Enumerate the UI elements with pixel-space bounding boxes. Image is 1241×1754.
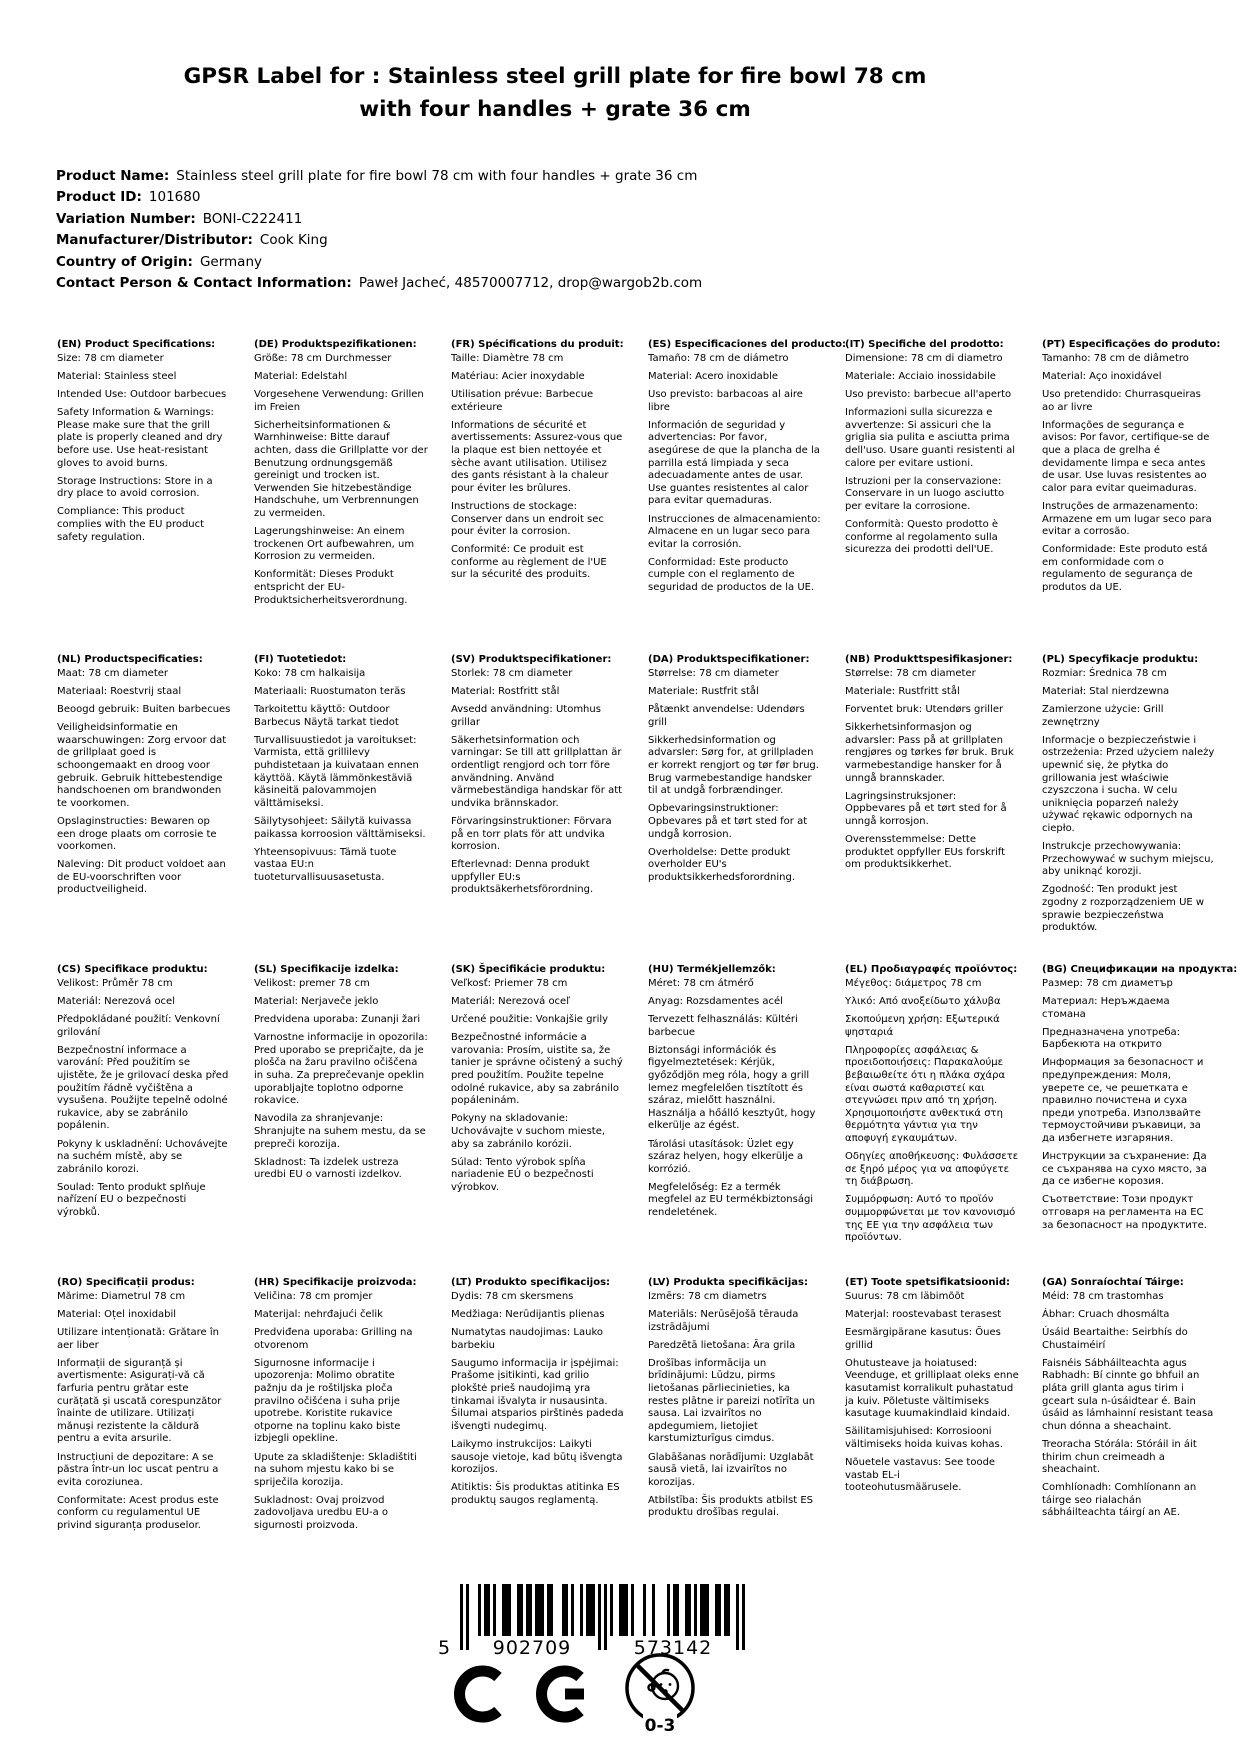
spec-paragraph: Informații de siguranță și avertismente: Asigurați-vă că farfuria pentru grătar este curățată și uscată corespunzător înainte de utilizare. Utilizați mănuși rezistente la căldură pentru a evita arsurile. xyxy=(57,1357,222,1445)
lang-block-de xyxy=(254,338,428,613)
spec-block-header: (LT) Produkto specifikacijos: xyxy=(451,1277,611,1288)
spec-block-body xyxy=(451,668,625,897)
spec-paragraph: Materiaal: Roestvrij staal xyxy=(57,686,182,698)
spec-paragraph: Predviđena uporaba: Grilling na otvorenom xyxy=(254,1327,413,1351)
spec-paragraph: Conformité: Ce produit est conforme au règlement de l'UE sur la sécurité des produits. xyxy=(451,544,607,581)
lang-block-ro xyxy=(57,1276,231,1538)
spec-paragraph: Compliance: This product complies with the EU product safety regulation. xyxy=(57,506,205,543)
spec-paragraph: Bezpečnostné informácie a varovania: Prosím, uistite sa, že tanier je správne očistený a suchý pred použitím. Použite tepelne odolné rukavice, aby sa zabránilo popáleninám. xyxy=(451,1032,623,1107)
spec-block-header: (GA) Sonraíochtaí Táirge: xyxy=(1042,1277,1184,1288)
spec-paragraph: Material: Stainless steel xyxy=(57,371,177,383)
spec-block-body xyxy=(57,1291,231,1533)
spec-paragraph: Tárolási utasítások: Üzlet egy száraz helyen, hogy elkerülje a korrózió. xyxy=(648,1138,804,1175)
lang-block-nb xyxy=(845,653,1019,877)
lang-block-bg xyxy=(1042,963,1238,1238)
lang-block-cs xyxy=(57,963,231,1225)
spec-block-body xyxy=(1042,978,1216,1232)
spec-paragraph: Určené použitie: Vonkajšie grily xyxy=(451,1014,609,1026)
spec-paragraph: Instrucțiuni de depozitare: A se păstra într-un loc uscat pentru a evita coroziunea. xyxy=(57,1451,219,1488)
spec-paragraph: Méret: 78 cm átmérő xyxy=(648,978,754,989)
product-name-row xyxy=(56,166,702,187)
spec-paragraph: Opbevaringsinstruktioner: Opbevares på et tørt sted for at undgå korrosion. xyxy=(648,803,808,840)
spec-paragraph: Předpokládané použití: Venkovní grilování xyxy=(57,1014,220,1038)
spec-paragraph: Συμμόρφωση: Αυτό το προϊόν συμμορφώνεται με τον κανονισμό της ΕΕ για την ασφάλεια των προϊόντων. xyxy=(845,1194,1016,1244)
manufacturer-label: Manufacturer/Distributor: xyxy=(56,232,253,249)
spec-paragraph: Size: 78 cm diameter xyxy=(57,353,164,364)
spec-paragraph: Πληροφορίες ασφάλειας & προειδοποιήσεις: Παρακαλούμε βεβαιωθείτε ότι η πλάκα σχάρα είναι σωστά καθαριστεί και στεγνώσει πριν από τη χρήση. Χρησιμοποιήστε ανθεκτικά στη θερμότητα γάντια για την αποφυγή εγκαυμάτων. xyxy=(845,1044,1006,1145)
spec-paragraph: Sikkerhetsinformasjon og advarsler: Pass på at grillplaten rengjøres og tørkes før bruk. Bruk varmebestandige hansker for å unngå brannskader. xyxy=(845,722,1014,784)
prohibition-slash xyxy=(637,1665,683,1711)
spec-block-body xyxy=(254,1291,428,1533)
spec-paragraph: Lagerungshinweise: An einem trockenen Ort aufbewahren, um Korrosion zu vermeiden. xyxy=(254,526,415,563)
spec-block-body xyxy=(254,353,428,607)
lang-block-it xyxy=(845,338,1019,562)
barcode-digit-prefix: 5 xyxy=(437,1637,451,1659)
spec-block-header: (FR) Spécifications du produit: xyxy=(451,339,624,350)
spec-paragraph: Istruzioni per la conservazione: Conservare in un luogo asciutto per evitare la corrosione. xyxy=(845,475,1005,512)
spec-block-header: (PT) Especificações do produto: xyxy=(1042,339,1221,350)
spec-paragraph: Drošības informācija un brīdinājumi: Lūdzu, pirms lietošanas pārliecinieties, ka restes plātne ir pareizi notīrīta un sausa. Lai izvairītos no apdegumiem, lietojiet karstumizturīgus cimdus. xyxy=(648,1357,816,1445)
spec-block-header: (BG) Спецификации на продукта: xyxy=(1042,964,1238,975)
spec-paragraph: Biztonsági információk és figyelmeztetések: Kérjük, győződjön meg róla, hogy a grill lemez megfelelően tisztított és száraz, mielőtt használni. Használja a hőálló kesztyűt, hogy elkerülje az égést. xyxy=(648,1044,816,1132)
spec-paragraph: Utilisation prévue: Barbecue extérieure xyxy=(451,389,594,413)
spec-paragraph: Forventet bruk: Utendørs griller xyxy=(845,704,1004,716)
spec-block-body xyxy=(57,353,231,544)
spec-paragraph: Predvidena uporaba: Zunanji žari xyxy=(254,1014,421,1026)
spec-paragraph: Pokyny k uskladnění: Uchovávejte na suchém místě, aby se zabránilo korozi. xyxy=(57,1138,228,1175)
product-name-value: Stainless steel grill plate for fire bowl 78 cm with four handles + grate 36 cm xyxy=(176,168,698,184)
spec-paragraph: Instrucciones de almacenamiento: Almacene en un lugar seco para evitar la corrosión. xyxy=(648,513,821,550)
spec-paragraph: Materijal: nehrđajući čelik xyxy=(254,1309,383,1321)
lang-block-sl xyxy=(254,963,428,1187)
spec-paragraph: Mărime: Diametrul 78 cm xyxy=(57,1291,186,1302)
spec-paragraph: Material: Edelstahl xyxy=(254,371,348,383)
spec-paragraph: Varnostne informacije in opozorila: Pred uporabo se prepričajte, da je plošča na žaru pravilno očiščena in suha. Za preprečevanje opeklin uporabljajte toplotno odporne rokavice. xyxy=(254,1032,428,1107)
spec-block-body xyxy=(845,978,1019,1245)
spec-paragraph: Material: Acero inoxidable xyxy=(648,371,779,383)
baby-face-icon xyxy=(649,1670,679,1699)
ce-mark-icon xyxy=(450,1663,610,1729)
spec-block-header: (SK) Špecifikácie produktu: xyxy=(451,964,606,975)
spec-paragraph: Μέγεθος: διάμετρος 78 cm xyxy=(845,978,982,989)
spec-block-header: (HR) Specifikacije proizvoda: xyxy=(254,1277,417,1288)
spec-paragraph: Koko: 78 cm halkaisija xyxy=(254,668,366,679)
spec-paragraph: Paredzētā lietošana: Āra grila xyxy=(648,1339,796,1351)
spec-paragraph: Turvallisuustiedot ja varoitukset: Varmista, että grillilevy puhdistetaan ja kuivataan ennen käyttöä. Käytä lämmönkestäviä käsineitä palovammojen välttämiseksi. xyxy=(254,734,419,809)
lang-block-hu xyxy=(648,963,822,1225)
spec-paragraph: Uso pretendido: Churrasqueiras ao ar livre xyxy=(1042,389,1201,413)
spec-paragraph: Atbilstība: Šis produkts atbilst ES produktu drošības regulai. xyxy=(648,1494,814,1519)
spec-paragraph: Anyag: Rozsdamentes acél xyxy=(648,996,783,1008)
lang-block-lt xyxy=(451,1276,625,1513)
spec-paragraph: Påtænkt anvendelse: Udendørs grill xyxy=(648,704,805,728)
spec-paragraph: Säilytysohjeet: Säilytä kuivassa paikassa korroosion välttämiseksi. xyxy=(254,815,426,840)
spec-paragraph: Materiál: Nerezová ocel xyxy=(57,996,175,1008)
product-id-row xyxy=(56,187,702,208)
spec-block-body xyxy=(648,668,822,884)
spec-paragraph: Intended Use: Outdoor barbecues xyxy=(57,389,227,401)
country-of-origin-value: Germany xyxy=(199,253,262,270)
age-warning-icon xyxy=(620,1650,700,1746)
spec-block-header: (IT) Specifiche del prodotto: xyxy=(845,339,1004,350)
spec-paragraph: Conformità: Questo prodotto è conforme al regolamento sulla sicurezza dei prodotti dell'UE. xyxy=(845,519,999,556)
spec-paragraph: Størrelse: 78 cm diameter xyxy=(648,668,779,679)
spec-block-header: (ES) Especificaciones del producto: xyxy=(648,339,847,350)
title-line-1: GPSR Label for : Stainless steel grill plate for fire bowl 78 cm xyxy=(183,64,927,90)
spec-paragraph: Súlad: Tento výrobok spĺňa nariadenie EÚ o bezpečnosti výrobkov. xyxy=(451,1156,594,1193)
spec-paragraph: Veiligheidsinformatie en waarschuwingen: Zorg ervoor dat de grillplaat goed is schoongemaakt en droog voor gebruik. Gebruik hittebestendige handschoenen om brandwonden te voorkomen. xyxy=(57,722,227,809)
spec-paragraph: Naleving: Dit product voldoet aan de EU-voorschriften voor productveiligheid. xyxy=(57,859,226,896)
spec-block-body xyxy=(1042,1291,1216,1520)
spec-block-body xyxy=(254,978,428,1182)
spec-paragraph: Dydis: 78 cm skersmens xyxy=(451,1291,574,1302)
spec-paragraph: Instrukcje przechowywania: Przechowywać w suchym miejscu, aby uniknąć korozji. xyxy=(1042,841,1214,878)
lang-block-fr xyxy=(451,338,625,588)
manufacturer-value: Cook King xyxy=(259,232,328,249)
spec-paragraph: Material: Oțel inoxidabil xyxy=(57,1309,177,1321)
spec-paragraph: Conformidade: Este produto está em conformidade com o regulamento de segurança de produtos da UE. xyxy=(1042,544,1208,593)
spec-paragraph: Storage Instructions: Store in a dry place to avoid corrosion. xyxy=(57,475,213,500)
variation-number-value: BONI-C222411 xyxy=(202,210,303,227)
spec-block-header: (CS) Specifikace produktu: xyxy=(57,964,208,975)
spec-block-body xyxy=(57,668,231,897)
spec-paragraph: Информация за безопасност и предупреждения: Моля, уверете се, че решетката е правилно почистена и суха преди употреба. Използвайте термоустойчиви ръкавици, за да избегнете изгаряния. xyxy=(1042,1057,1204,1145)
spec-paragraph: Säkerhetsinformation och varningar: Se till att grillplattan är ordentligt rengjord och torr före användning. Använd värmebeständiga handskar för att undvika brännskador. xyxy=(451,734,623,809)
spec-block-body xyxy=(845,668,1019,872)
spec-block-header: (ET) Toote spetsifikatsioonid: xyxy=(845,1277,1011,1288)
spec-block-body xyxy=(254,668,428,884)
spec-paragraph: Taille: Diamètre 78 cm xyxy=(451,353,564,364)
spec-paragraph: Opslaginstructies: Bewaren op een droge plaats om corrosie te voorkomen. xyxy=(57,815,217,853)
spec-paragraph: Velikost: Průměr 78 cm xyxy=(57,978,173,989)
age-warning-label: 0-3 xyxy=(644,1716,676,1736)
spec-paragraph: Overholdelse: Dette produkt overholder EU's produktsikkerhedsforordning. xyxy=(648,846,796,883)
spec-paragraph: Størrelse: 78 cm diameter xyxy=(845,668,976,679)
spec-paragraph: Dimensione: 78 cm di diametro xyxy=(845,353,1003,364)
contact-value: Paweł Jacheć, 48570007712, drop@wargob2b.com xyxy=(358,275,703,292)
lang-block-nl xyxy=(57,653,231,903)
spec-block-body xyxy=(648,978,822,1220)
spec-paragraph: Instructions de stockage: Conserver dans un endroit sec pour éviter la corrosion. xyxy=(451,500,604,538)
barcode-digits-left: 902709 xyxy=(492,1637,572,1659)
spec-paragraph: Uso previsto: barbacoas al aire libre xyxy=(648,389,803,413)
spec-block-header: (EL) Προδιαγραφές προϊόντος: xyxy=(845,964,1018,975)
spec-block-header: (LV) Produkta specifikācijas: xyxy=(648,1277,808,1288)
spec-block-body xyxy=(1042,353,1216,595)
spec-block-header: (FI) Tuotetiedot: xyxy=(254,654,347,665)
lang-block-sk xyxy=(451,963,625,1200)
lang-block-pt xyxy=(1042,338,1221,600)
spec-paragraph: Vorgesehene Verwendung: Grillen im Freien xyxy=(254,389,424,413)
spec-paragraph: Conformitate: Acest produs este conform cu regulamentul UE privind siguranța produselor. xyxy=(57,1494,219,1531)
spec-paragraph: Suurus: 78 cm läbimõõt xyxy=(845,1291,965,1302)
spec-paragraph: Informazioni sulla sicurezza e avvertenze: Si assicuri che la griglia sia pulita e asciutta prima dell'uso. Usare guanti resistenti al calore per evitare ustioni. xyxy=(845,407,1015,469)
spec-block-header: (EN) Product Specifications: xyxy=(57,339,216,350)
spec-block-header: (RO) Specificații produs: xyxy=(57,1277,195,1288)
spec-paragraph: Información de seguridad y advertencias: Por favor, asegúrese de que la plancha de la parrilla está limpiada y seca adecuadamente antes de usar. Use guantes resistentes al calor para evitar quemaduras. xyxy=(648,419,820,507)
spec-paragraph: Velikost: premer 78 cm xyxy=(254,978,370,989)
spec-paragraph: Tamanho: 78 cm de diâmetro xyxy=(1042,353,1189,364)
page-title xyxy=(0,60,1110,126)
spec-paragraph: Materiāls: Nerūsējošā tērauda izstrādājumi xyxy=(648,1309,799,1333)
spec-paragraph: Material: Nerjaveče jeklo xyxy=(254,996,379,1008)
spec-paragraph: Materiale: Rustfritt stål xyxy=(845,686,960,698)
spec-paragraph: Skladnost: Ta izdelek ustreza uredbi EU o varnosti izdelkov. xyxy=(254,1156,402,1181)
spec-paragraph: Matériau: Acier inoxydable xyxy=(451,371,585,383)
product-id-value: 101680 xyxy=(148,189,201,206)
spec-paragraph: Beoogd gebruik: Buiten barbecues xyxy=(57,704,231,716)
spec-paragraph: Материал: Неръждаема стомана xyxy=(1042,996,1170,1020)
spec-paragraph: Lagringsinstruksjoner: Oppbevares på et tørt sted for å unngå korrosjon. xyxy=(845,790,1007,827)
spec-paragraph: Materjal: roostevabast terasest xyxy=(845,1309,1002,1321)
spec-paragraph: Konformität: Dieses Produkt entspricht der EU-Produktsicherheitsverordnung. xyxy=(254,569,408,606)
spec-paragraph: Zamierzone użycie: Grill zewnętrzny xyxy=(1042,704,1164,728)
spec-paragraph: Zgodność: Ten produkt jest zgodny z rozporządzeniem UE w sprawie bezpieczeństwa produktów. xyxy=(1042,884,1205,934)
spec-block-body xyxy=(845,353,1019,557)
spec-paragraph: Οδηγίες αποθήκευσης: Φυλάσσετε σε ξηρό μέρος για να αποφύγετε τη διάβρωση. xyxy=(845,1151,1019,1188)
spec-paragraph: Säilitamisjuhised: Korrosiooni vältimiseks hoida kuivas kohas. xyxy=(845,1426,1003,1450)
contact-label: Contact Person & Contact Information: xyxy=(56,275,352,292)
spec-paragraph: Úsáid Beartaithe: Seirbhís do Chustaiméirí xyxy=(1042,1327,1188,1351)
product-id-label: Product ID: xyxy=(56,189,142,206)
spec-paragraph: Maat: 78 cm diameter xyxy=(57,668,169,679)
lang-block-pl xyxy=(1042,653,1216,940)
spec-block-body xyxy=(845,1291,1019,1495)
spec-paragraph: Informacje o bezpieczeństwie i ostrzeżenia: Przed użyciem należy upewnić się, że płytka do grillowania jest właściwie czyszczona i sucha. W celu uniknięcia poparzeń należy używać rękawic odpornych na ciepło. xyxy=(1042,734,1215,835)
spec-paragraph: Safety Information & Warnings: Please make sure that the grill plate is properly cleaned and dry before use. Use heat-resistant gloves to avoid burns. xyxy=(57,407,223,469)
spec-paragraph: Σκοπούμενη χρήση: Εξωτερικά ψησταριά xyxy=(845,1014,1000,1038)
spec-paragraph: Förvaringsinstruktioner: Förvara på en torr plats för att undvika korrosion. xyxy=(451,815,612,853)
spec-paragraph: Upute za skladištenje: Skladištiti na suhom mjestu kako bi se spriječila korozija. xyxy=(254,1451,417,1488)
spec-paragraph: Materiál: Nerezová oceľ xyxy=(451,996,570,1008)
spec-paragraph: Faisnéis Sábháilteachta agus Rabhadh: Bí cinnte go bhfuil an pláta grill glanta agus tirim i gceart sula n-úsáidtear é. Bain úsáid as lámhainní resistant teasa chun dónna a sheachaint. xyxy=(1042,1357,1214,1432)
spec-paragraph: Material: Aço inoxidável xyxy=(1042,371,1162,383)
spec-paragraph: Υλικό: Από ανοξείδωτο χάλυβα xyxy=(845,996,1001,1008)
contact-row xyxy=(56,273,702,294)
spec-paragraph: Atitiktis: Šis produktas atitinka ES produktų saugos reglamentą. xyxy=(451,1482,620,1506)
spec-paragraph: Yhteensopivuus: Tämä tuote vastaa EU:n tuoteturvallisuusasetusta. xyxy=(254,846,397,883)
product-name-label: Product Name: xyxy=(56,168,170,184)
barcode-digits-right: 573142 xyxy=(633,1637,713,1659)
spec-paragraph: Informações de segurança e avisos: Por favor, certifique-se de que a placa de grelha é devidamente limpa e seca antes de usar. Use luvas resistentes ao calor para evitar queimaduras. xyxy=(1042,419,1210,494)
lang-block-ga xyxy=(1042,1276,1216,1526)
spec-paragraph: Materiaali: Ruostumaton teräs xyxy=(254,686,406,698)
spec-block-body xyxy=(1042,668,1216,935)
spec-paragraph: Tamaño: 78 cm de diámetro xyxy=(648,353,789,364)
lang-block-sv xyxy=(451,653,625,903)
spec-paragraph: Sukladnost: Ovaj proizvod zadovoljava uredbu EU-a o sigurnosti proizvoda. xyxy=(254,1494,389,1531)
country-of-origin-label: Country of Origin: xyxy=(56,253,193,270)
spec-paragraph: Megfelelőség: Ez a termék megfelel az EU termékbiztonsági rendeletének. xyxy=(648,1181,814,1218)
spec-block-header: (HU) Termékjellemzők: xyxy=(648,964,776,975)
spec-paragraph: Ábhar: Cruach dhosmálta xyxy=(1042,1309,1170,1321)
spec-paragraph: Nõuetele vastavus: See toode vastab EL-i tooteohutusmäärusele. xyxy=(845,1457,996,1494)
spec-paragraph: Laikymo instrukcijos: Laikyti sausoje vietoje, kad būtų išvengta korozijos. xyxy=(451,1438,623,1476)
spec-paragraph: Efterlevnad: Denna produkt uppfyller EU:s produktsäkerhetsförordning. xyxy=(451,859,594,896)
spec-paragraph: Numatytas naudojimas: Lauko barbekiu xyxy=(451,1327,604,1351)
lang-block-es xyxy=(648,338,847,600)
lang-block-fi xyxy=(254,653,428,890)
spec-paragraph: Materiale: Acciaio inossidabile xyxy=(845,371,996,383)
spec-paragraph: Glabāšanas norādījumi: Uzglabāt sausā vietā, lai izvairītos no korozijas. xyxy=(648,1451,814,1488)
spec-paragraph: Material: Rostfritt stål xyxy=(451,686,560,698)
spec-block-header: (SV) Produktspecifikationer: xyxy=(451,654,612,665)
spec-paragraph: Größe: 78 cm Durchmesser xyxy=(254,353,392,364)
manufacturer-row xyxy=(56,230,702,251)
spec-paragraph: Bezpečnostní informace a varování: Před použitím se ujistěte, že je grilovací deska před použitím řádně vyčištěna a vysušena. Použijte tepelně odolné rukavice, aby se zabránilo popálenin. xyxy=(57,1044,229,1132)
spec-paragraph: Utilizare intenționată: Grătare în aer liber xyxy=(57,1327,219,1351)
ce-letter-c xyxy=(460,1671,498,1717)
spec-paragraph: Tervezett felhasználás: Kültéri barbecue xyxy=(648,1014,798,1038)
spec-paragraph: Tarkoitettu käyttö: Outdoor Barbecus Näytä tarkat tiedot xyxy=(254,704,399,728)
lang-block-el xyxy=(845,963,1019,1250)
spec-paragraph: Veličina: 78 cm promjer xyxy=(254,1291,373,1302)
spec-paragraph: Materiał: Stal nierdzewna xyxy=(1042,686,1170,698)
spec-block-header: (SL) Specifikacije izdelka: xyxy=(254,964,399,975)
spec-paragraph: Comhlíonadh: Comhlíonann an táirge seo rialachán sábháilteachta táirgí an AE. xyxy=(1042,1482,1197,1519)
spec-paragraph: Treoracha Stórála: Stóráil in áit thirim chun creimeadh a sheachaint. xyxy=(1042,1438,1197,1476)
spec-paragraph: Съответствие: Този продукт отговаря на регламента на ЕС за безопасност на продуктите. xyxy=(1042,1194,1207,1231)
spec-paragraph: Soulad: Tento produkt splňuje nařízení EU o bezpečnosti výrobků. xyxy=(57,1181,206,1218)
spec-block-header: (DE) Produktspezifikationen: xyxy=(254,339,417,350)
spec-block-body xyxy=(451,353,625,582)
spec-block-body xyxy=(648,353,822,595)
spec-paragraph: Medžiaga: Nerūdijantis plienas xyxy=(451,1309,605,1321)
spec-paragraph: Méid: 78 cm trastomhas xyxy=(1042,1291,1164,1302)
spec-paragraph: Materiale: Rustfrit stål xyxy=(648,686,759,698)
spec-block-header: (NL) Productspecificaties: xyxy=(57,654,203,665)
spec-paragraph: Предназначена употреба: Барбекюта на открито xyxy=(1042,1026,1181,1051)
ean13-barcode xyxy=(430,1582,760,1664)
title-line-2: with four handles + grate 36 cm xyxy=(359,97,751,123)
spec-block-header: (DA) Produktspecifikationer: xyxy=(648,654,810,665)
spec-paragraph: Инструкции за съхранение: Да се съхранява на сухо място, за да се избегне корозия. xyxy=(1042,1151,1207,1188)
spec-paragraph: Eesmärgipärane kasutus: Õues grillid xyxy=(845,1327,1001,1351)
spec-block-body xyxy=(451,1291,625,1507)
spec-paragraph: Pokyny na skladovanie: Uchovávajte v suchom mieste, aby sa zabránilo korózii. xyxy=(451,1113,606,1150)
spec-paragraph: Instruções de armazenamento: Armazene em um lugar seco para evitar a corrosão. xyxy=(1042,500,1212,538)
spec-block-header: (NB) Produkttspesifikasjoner: xyxy=(845,654,1013,665)
spec-paragraph: Storlek: 78 cm diameter xyxy=(451,668,573,679)
spec-paragraph: Sikkerhedsinformation og advarsler: Sørg for, at grillpladen er korrekt rengjort og tør før brug. Brug varmebestandige handsker til at undgå forbrændinger. xyxy=(648,734,819,797)
spec-paragraph: Saugumo informacija ir įspėjimai: Prašome įsitikinti, kad grilio plokštė prieš naudojimą yra tinkamai išvalyta ir nusausinta. Šilumai atsparios pirštinės padeda išvengti nudegimų. xyxy=(451,1357,624,1432)
language-grid xyxy=(57,338,1239,1538)
spec-block-header: (PL) Specyfikacje produktu: xyxy=(1042,654,1199,665)
spec-paragraph: Sicherheitsinformationen & Warnhinweise: Bitte darauf achten, dass die Grillplatte vor der Benutzung ordnungsgemäß gereinigt und trocken ist. Verwenden Sie hitzebeständige Handschuhe, um Verbrennungen zu vermeiden. xyxy=(254,419,428,520)
spec-paragraph: Overensstemmelse: Dette produktet oppfyller EUs forskrift om produktsikkerhet. xyxy=(845,834,1006,871)
lang-block-hr xyxy=(254,1276,428,1538)
spec-paragraph: Uso previsto: barbecue all'aperto xyxy=(845,389,1012,401)
lang-block-en xyxy=(57,338,231,550)
spec-paragraph: Rozmiar: Średnica 78 cm xyxy=(1042,668,1167,679)
spec-paragraph: Conformidad: Este producto cumple con el reglamento de seguridad de productos de la UE. xyxy=(648,556,815,593)
spec-paragraph: Izmērs: 78 cm diametrs xyxy=(648,1291,767,1302)
spec-paragraph: Veľkosť: Priemer 78 cm xyxy=(451,978,568,989)
product-info xyxy=(56,166,702,294)
spec-block-body xyxy=(648,1291,822,1520)
spec-paragraph: Informations de sécurité et avertissements: Assurez-vous que la plaque est bien nettoyée et sèche avant utilisation. Utilisez des gants résistant à la chaleur pour éviter les brûlures. xyxy=(451,419,623,494)
variation-number-row xyxy=(56,209,702,230)
spec-paragraph: Navodila za shranjevanje: Shranjujte na suhem mestu, da se prepreči korozija. xyxy=(254,1113,426,1150)
lang-block-da xyxy=(648,653,822,890)
lang-block-et xyxy=(845,1276,1019,1500)
spec-block-body xyxy=(57,978,231,1220)
spec-paragraph: Размер: 78 cm диаметър xyxy=(1042,978,1173,989)
country-of-origin-row xyxy=(56,252,702,273)
spec-paragraph: Avsedd användning: Utomhus grillar xyxy=(451,704,601,728)
spec-paragraph: Ohutusteave ja hoiatused: Veenduge, et grilliplaat oleks enne kasutamist korralikult puhastatud ja kuiv. Põletuste vältimiseks kasutage kuumakindlaid kindaid. xyxy=(845,1357,1019,1420)
spec-paragraph: Sigurnosne informacije i upozorenja: Molimo obratite pažnju da je roštiljska ploča pravilno očišćena i suha prije upotrebe. Koristite rukavice otporne na toplinu kako biste izbjegli opekline. xyxy=(254,1357,401,1445)
variation-number-label: Variation Number: xyxy=(56,210,196,227)
lang-block-lv xyxy=(648,1276,822,1526)
spec-block-body xyxy=(451,978,625,1194)
